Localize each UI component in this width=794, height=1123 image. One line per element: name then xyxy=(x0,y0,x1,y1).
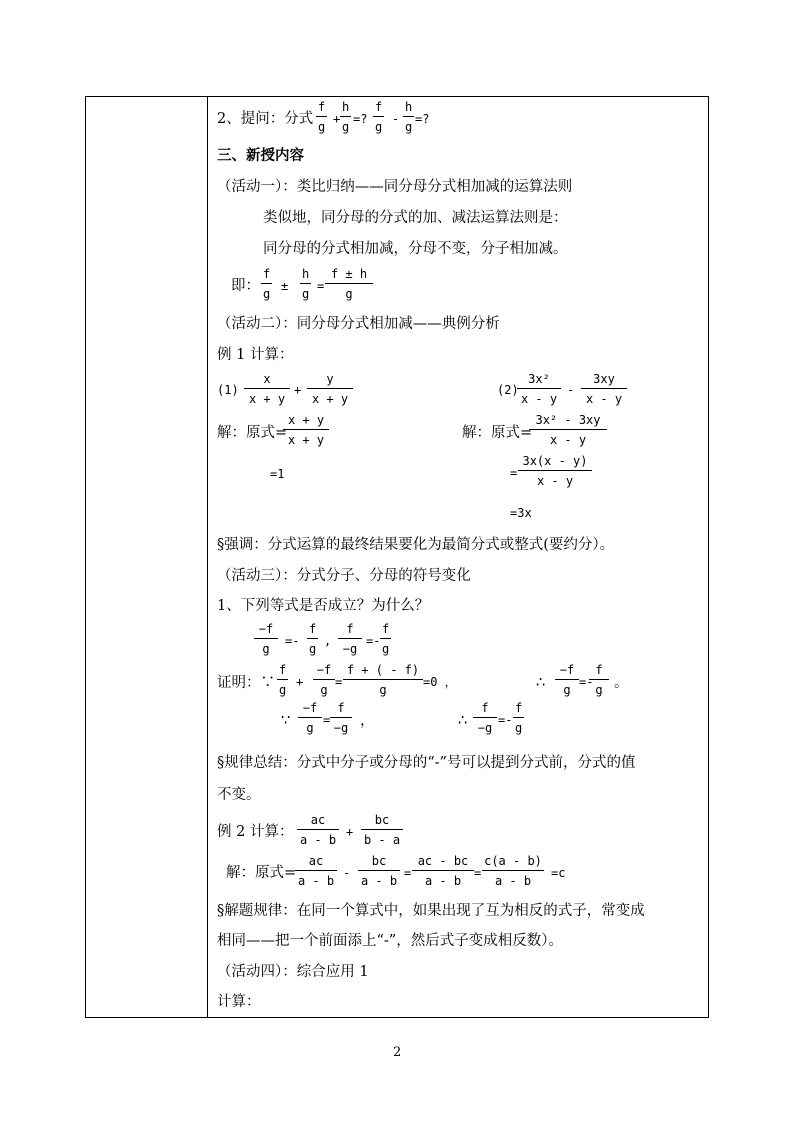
fraction xyxy=(261,268,272,300)
activity1-line1: 类似地，同分母的分式的加、减法运算法则是： xyxy=(263,210,568,226)
fraction xyxy=(380,623,391,655)
numerator: −f xyxy=(316,663,332,677)
numerator: f xyxy=(595,663,603,677)
denominator: x + y xyxy=(287,433,325,447)
table-bottom-border xyxy=(85,1017,709,1018)
fraction xyxy=(244,373,290,405)
table-top-border xyxy=(85,96,709,97)
operator: =- xyxy=(285,634,300,648)
fraction xyxy=(277,664,288,696)
denominator: −g xyxy=(342,642,358,656)
numerator: bc xyxy=(374,813,390,827)
rule-summary-line1: §规律总结：分式中分子或分母的“-”号可以提到分式前，分式的值 xyxy=(217,755,636,771)
fraction xyxy=(295,855,337,887)
numerator: f xyxy=(279,663,287,677)
denominator: g xyxy=(279,683,287,697)
emphasis-note: §强调：分式运算的最终结果要化为最简分式或整式(要约分）。 xyxy=(217,537,615,553)
denominator: a - b xyxy=(424,874,462,888)
numerator: f xyxy=(375,100,383,114)
numerator: y xyxy=(326,372,334,386)
fraction xyxy=(581,373,627,405)
intro-question-prefix: 2、提问：分式 xyxy=(217,111,314,127)
fraction xyxy=(358,855,400,887)
denominator: a - b xyxy=(494,874,532,888)
operator: = xyxy=(323,713,331,727)
solution-result: =c xyxy=(551,866,566,880)
numerator: x xyxy=(263,372,271,386)
activity2-title: （活动二）：同分母分式相加减——典例分析 xyxy=(217,316,500,332)
numerator: c(a - b) xyxy=(484,854,542,868)
numerator: f ± h xyxy=(330,267,368,281)
numerator: h xyxy=(405,100,413,114)
fraction xyxy=(300,268,311,300)
denominator: g xyxy=(318,120,326,134)
because-symbol: ∵ xyxy=(281,713,291,729)
operator: = xyxy=(510,466,518,480)
operator: =- xyxy=(366,634,381,648)
operator: + xyxy=(294,383,302,397)
numerator: x + y xyxy=(287,413,325,427)
numerator: f xyxy=(382,622,390,636)
numerator: f xyxy=(346,622,354,636)
numerator: f xyxy=(318,100,326,114)
activity1-line2: 同分母的分式相加减，分母不变，分子相加减。 xyxy=(263,241,568,257)
solution2-prefix: 解：原式= xyxy=(462,425,533,441)
numerator: f xyxy=(481,701,489,715)
denominator: g xyxy=(375,120,383,134)
fraction xyxy=(412,855,474,887)
numerator: f xyxy=(263,267,271,281)
fraction xyxy=(373,101,384,133)
fraction xyxy=(529,414,607,446)
numerator: ac xyxy=(310,813,326,827)
denominator: g xyxy=(306,721,314,735)
table-right-border xyxy=(708,96,709,1018)
numerator: f xyxy=(309,622,317,636)
numerator: −f xyxy=(302,701,318,715)
therefore-symbol: ∴ xyxy=(458,713,468,729)
fraction xyxy=(555,664,579,696)
denominator: g xyxy=(515,721,523,735)
denominator: g xyxy=(563,683,571,697)
numerator: 3x² xyxy=(528,372,550,386)
period: 。 xyxy=(614,675,629,691)
operator: + xyxy=(296,675,304,689)
fraction xyxy=(254,623,278,655)
table-column-divider xyxy=(207,96,208,1018)
numerator: f xyxy=(515,701,523,715)
numerator: f + ( - f) xyxy=(346,663,420,677)
operator: - xyxy=(343,866,351,880)
operator: = xyxy=(474,866,482,880)
therefore-symbol: ∴ xyxy=(536,675,546,691)
operator: = xyxy=(317,279,325,293)
solving-rule-line2: 相同——把一个前面添上“-”，然后式子变成相反数）。 xyxy=(217,933,563,949)
operator: + xyxy=(346,825,354,839)
fraction xyxy=(307,373,353,405)
fraction xyxy=(513,702,524,734)
denominator: x - y xyxy=(585,392,623,406)
operator: ± xyxy=(281,279,289,293)
numerator: ac - bc xyxy=(417,854,469,868)
numerator: f xyxy=(337,701,345,715)
operator: =? xyxy=(353,112,368,126)
denominator: x - y xyxy=(536,474,574,488)
numerator: 3x(x - y) xyxy=(522,454,588,468)
section-heading: 三、新授内容 xyxy=(217,147,304,164)
solving-rule-line1: §解题规律：在同一个算式中，如果出现了互为相反的式子，常变成 xyxy=(217,903,645,919)
denominator: g xyxy=(405,120,413,134)
problem-label: (2) xyxy=(497,383,519,397)
denominator: −g xyxy=(477,721,493,735)
denominator: g xyxy=(379,683,387,697)
numerator: −f xyxy=(559,663,575,677)
operator: + xyxy=(333,112,341,126)
denominator: a - b xyxy=(297,874,335,888)
calc-label: 计算： xyxy=(217,994,261,1010)
page-number: 2 xyxy=(393,1045,402,1060)
denominator: g xyxy=(262,642,270,656)
denominator: a - b xyxy=(299,833,337,847)
fraction xyxy=(518,455,592,487)
fraction xyxy=(517,373,561,405)
fraction xyxy=(589,664,609,696)
denominator: g xyxy=(320,683,328,697)
fraction xyxy=(361,814,403,846)
denominator: g xyxy=(345,287,353,301)
numerator: 3xy xyxy=(593,372,615,386)
numerator: ac xyxy=(308,854,324,868)
fraction xyxy=(313,664,335,696)
solution-prefix: 解：原式= xyxy=(226,865,297,881)
fraction xyxy=(325,268,373,300)
denominator: g xyxy=(263,287,271,301)
numerator: 3x² - 3xy xyxy=(535,413,601,427)
operator: =- xyxy=(579,675,594,689)
fraction xyxy=(340,101,351,133)
activity3-question: 1、下列等式是否成立？为什么？ xyxy=(217,598,430,614)
fraction xyxy=(283,414,329,446)
denominator: g xyxy=(302,287,310,301)
formula-prefix: 即： xyxy=(231,278,260,294)
denominator: x + y xyxy=(248,392,286,406)
numerator: h xyxy=(342,100,350,114)
operator: - xyxy=(392,112,400,126)
denominator: x - y xyxy=(520,392,558,406)
operator: = xyxy=(335,675,343,689)
denominator: x - y xyxy=(549,433,587,447)
activity4-title: （活动四）：综合应用 1 xyxy=(217,964,369,980)
fraction xyxy=(343,664,423,696)
table-left-border xyxy=(85,96,86,1018)
activity1-title: （活动一）：类比归纳——同分母分式相加减的运算法则 xyxy=(217,179,573,195)
fraction xyxy=(403,101,414,133)
proof-prefix: 证明：∵ xyxy=(217,675,275,691)
problem-label: (1) xyxy=(217,383,239,397)
fraction xyxy=(316,101,327,133)
comma: ， xyxy=(360,713,375,729)
fraction xyxy=(297,814,339,846)
fraction xyxy=(482,855,544,887)
operator: =? xyxy=(415,112,430,126)
denominator: g xyxy=(309,642,317,656)
denominator: x + y xyxy=(311,392,349,406)
fraction xyxy=(307,623,318,655)
denominator: −g xyxy=(333,721,349,735)
example2-label: 例 2 计算： xyxy=(217,824,294,840)
denominator: b - a xyxy=(363,833,401,847)
fraction xyxy=(298,702,322,734)
numerator: −f xyxy=(258,622,274,636)
example1-label: 例 1 计算： xyxy=(217,347,294,363)
operator: , xyxy=(324,634,332,648)
proof-result: =0 ， xyxy=(423,675,457,689)
rule-summary-line2: 不变。 xyxy=(217,787,261,803)
denominator: g xyxy=(382,642,390,656)
denominator: a - b xyxy=(360,874,398,888)
activity3-title: （活动三）：分式分子、分母的符号变化 xyxy=(217,568,471,584)
denominator: g xyxy=(342,120,350,134)
fraction xyxy=(330,702,352,734)
solution1-prefix: 解：原式= xyxy=(217,425,288,441)
numerator: h xyxy=(302,267,310,281)
solution1-result: =1 xyxy=(270,467,285,481)
fraction xyxy=(473,702,497,734)
operator: =- xyxy=(498,713,513,727)
operator: - xyxy=(567,383,575,397)
solution2-result: =3x xyxy=(510,506,532,520)
operator: = xyxy=(404,866,412,880)
denominator: g xyxy=(595,683,603,697)
fraction xyxy=(338,623,362,655)
numerator: bc xyxy=(371,854,387,868)
